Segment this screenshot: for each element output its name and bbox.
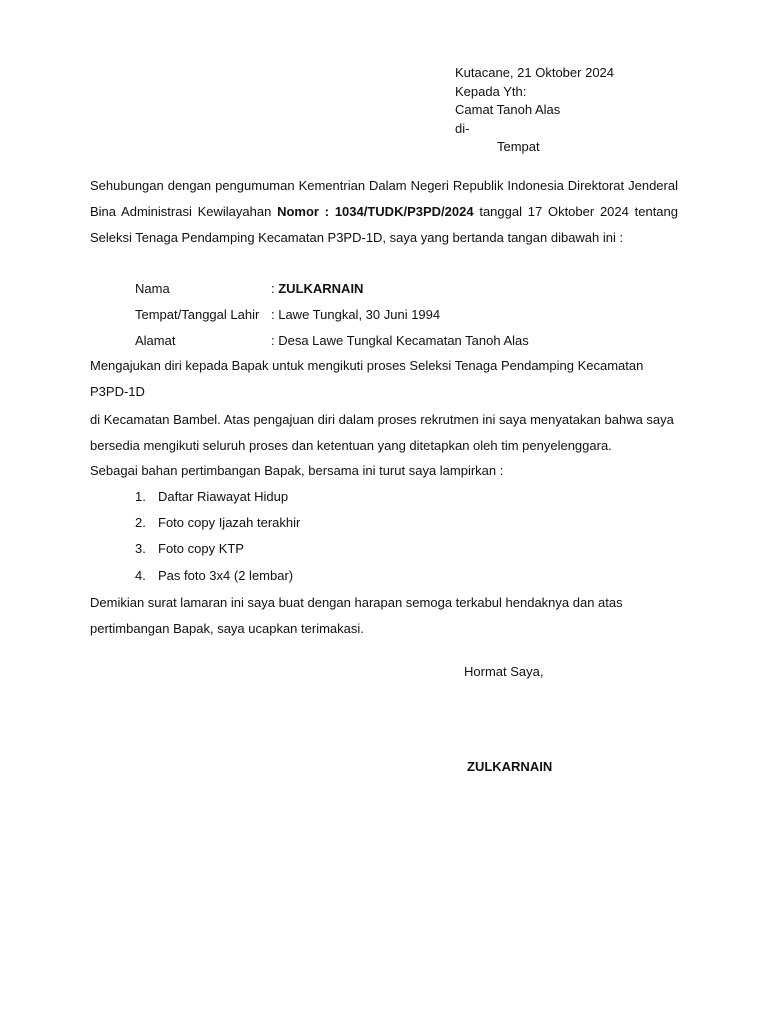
closing-line-2: pertimbangan Bapak, saya ucapkan terimakasi. bbox=[90, 621, 364, 636]
address-label: Alamat bbox=[135, 333, 176, 348]
birth-value: : Lawe Tungkal, 30 Juni 1994 bbox=[271, 307, 441, 322]
place-date: Kutacane, 21 Oktober 2024 bbox=[455, 65, 615, 80]
body-line-2: di Kecamatan Bambel. Atas pengajuan diri dalam proses rekrutmen ini saya menyatakan bahwa saya bbox=[90, 412, 674, 427]
opening-line-3: Seleksi Tenaga Pendamping Kecamatan P3PD-1D, saya yang bertanda tangan dibawah ini : bbox=[90, 230, 624, 245]
attachment-item: Foto copy KTP bbox=[158, 541, 244, 556]
attachment-item: Foto copy Ijazah terakhir bbox=[158, 515, 301, 530]
attachment-number: 2. bbox=[135, 515, 146, 530]
address-value: : Desa Lawe Tungkal Kecamatan Tanoh Alas bbox=[271, 333, 529, 348]
name-value bbox=[271, 281, 363, 296]
attachment-item: Daftar Riawayat Hidup bbox=[158, 489, 289, 504]
location: Tempat bbox=[497, 139, 540, 154]
opening-line-2-pre: Bina Administrasi Kewilayahan bbox=[90, 204, 278, 219]
reference-number: Nomor : 1034/TUDK/P3PD/2024 bbox=[277, 204, 474, 219]
attachment-number: 1. bbox=[135, 489, 146, 504]
salutation: Hormat Saya, bbox=[464, 664, 544, 679]
attachment-number: 3. bbox=[135, 541, 146, 556]
attachment-number: 4. bbox=[135, 568, 146, 583]
opening-line-2 bbox=[90, 199, 678, 225]
name-colon: : bbox=[271, 281, 279, 296]
signature-name: ZULKARNAIN bbox=[467, 759, 553, 774]
body-line-1: Mengajukan diri kepada Bapak untuk mengikuti proses Seleksi Tenaga Pendamping Kecamatan P3PD-1D bbox=[90, 358, 644, 399]
closing-line-1: Demikian surat lamaran ini saya buat dengan harapan semoga terkabul hendaknya dan atas bbox=[90, 595, 623, 610]
at-line: di- bbox=[455, 121, 470, 136]
recipient: Camat Tanoh Alas bbox=[455, 102, 561, 117]
birth-label: Tempat/Tanggal Lahir bbox=[135, 307, 260, 322]
body-line-3: bersedia mengikuti seluruh proses dan ketentuan yang ditetapkan oleh tim penyelenggara. bbox=[90, 438, 612, 453]
body-line-4: Sebagai bahan pertimbangan Bapak, bersama ini turut saya lampirkan : bbox=[90, 463, 504, 478]
to-line: Kepada Yth: bbox=[455, 84, 527, 99]
attachment-item: Pas foto 3x4 (2 lembar) bbox=[158, 568, 294, 583]
opening-line-2-post: tanggal 17 Oktober 2024 tentang bbox=[473, 204, 679, 219]
opening-line-1: Sehubungan dengan pengumuman Kementrian Dalam Negeri Republik Indonesia Direktorat Jenderal bbox=[90, 178, 678, 193]
name-label: Nama bbox=[135, 281, 170, 296]
applicant-name: ZULKARNAIN bbox=[278, 281, 364, 296]
